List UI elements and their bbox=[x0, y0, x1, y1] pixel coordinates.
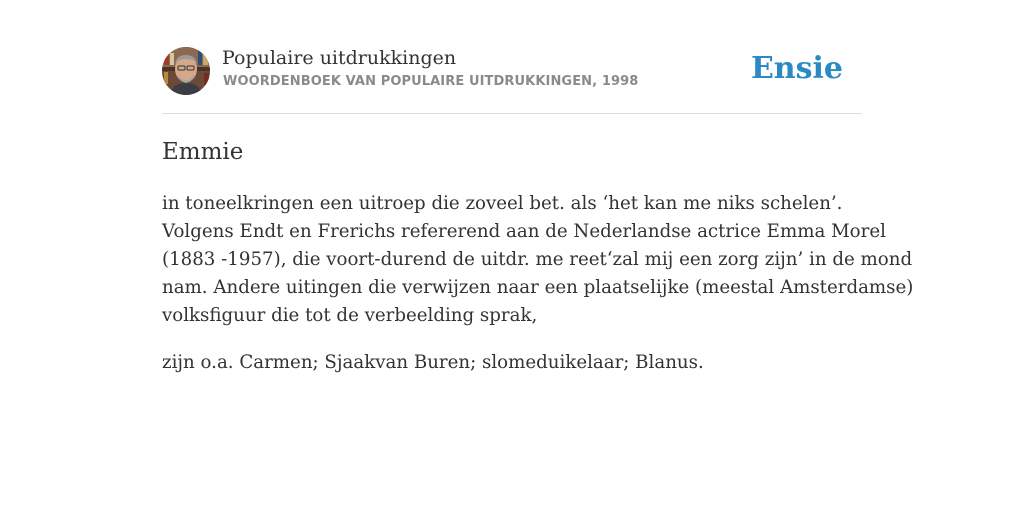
definition-line: volksfiguur die tot de verbeelding sprak, bbox=[162, 305, 538, 326]
definition-line: nam. Andere uitingen die verwijzen naar een plaatselijke (meestal Amsterdamse) bbox=[162, 277, 914, 298]
source-subtitle: WOORDENBOEK VAN POPULAIRE UITDRUKKINGEN, 1998 bbox=[223, 74, 639, 89]
definition-line: (1883 -1957), die voort-durend de uitdr. me reet‘zal mij een zorg zijn’ in de mond bbox=[162, 249, 913, 270]
definition-line: in toneelkringen een uitroep die zoveel bet. als ‘het kan me niks schelen’. bbox=[162, 193, 843, 214]
entry-term: Emmie bbox=[162, 139, 244, 165]
header-divider bbox=[162, 113, 862, 114]
entry-definition bbox=[162, 190, 914, 377]
definition-line: Volgens Endt en Frerichs refererend aan de Nederlandse actrice Emma Morel bbox=[162, 221, 886, 242]
author-portrait-icon[interactable] bbox=[162, 47, 210, 95]
source-title[interactable]: Populaire uitdrukkingen bbox=[222, 47, 457, 69]
ensie-logo[interactable]: Ensie bbox=[750, 51, 843, 86]
definition-second-paragraph: zijn o.a. Carmen; Sjaakvan Buren; slomeduikelaar; Blanus. bbox=[162, 352, 704, 373]
source-header bbox=[162, 46, 862, 96]
